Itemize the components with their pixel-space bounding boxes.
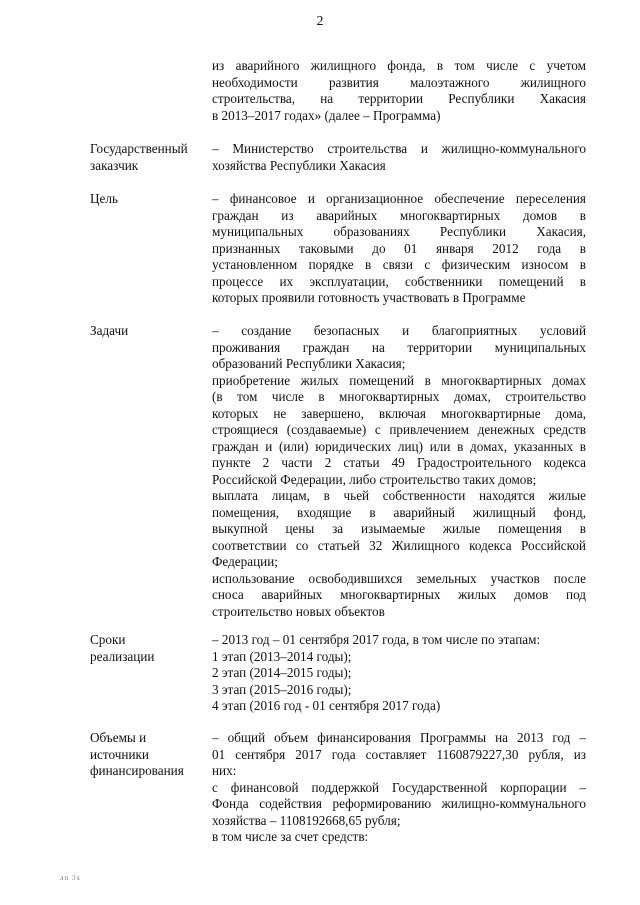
terms-value <box>212 632 586 715</box>
text-line: с финансовой поддержкой Государственной корпорации – <box>212 779 586 795</box>
text-line: выкупной цены за изымаемые жилые помещения в <box>212 521 586 536</box>
tasks-label <box>90 323 205 340</box>
text-line: 1 этап (2013–2014 годы); <box>212 648 352 664</box>
goal-label <box>90 191 205 208</box>
text-line: пункте 2 части 2 статьи 49 Градостроительного кодекса <box>212 455 586 470</box>
text-line: проживания граждан на территории муниципальных <box>212 339 586 355</box>
text-line: 4 этап (2016 год - 01 сентября 2017 года) <box>212 698 441 713</box>
text-line: установленном порядке в связи с физическим износом в <box>212 257 586 272</box>
label-line: Задачи <box>90 323 129 338</box>
text-line: – Министерство строительства и жилищно-коммунального <box>212 141 586 156</box>
text-line: граждан из аварийных многоквартирных домов в <box>212 207 586 223</box>
funding-label <box>90 730 205 780</box>
label-line: Сроки <box>90 632 126 647</box>
text-line: которых проявили готовность участвовать в Программе <box>212 290 526 305</box>
text-line: признанных таковыми до 01 января 2012 года в <box>212 240 586 256</box>
label-line: заказчик <box>90 157 139 173</box>
text-line: граждан и (или) юридических лиц) или в домах, указанных в <box>212 438 586 454</box>
text-line: Российской Федерации, либо строительство таких домов; <box>212 471 537 487</box>
text-line: сноса аварийных многоквартирных жилых домов под <box>212 587 586 602</box>
text-line: Федерации; <box>212 554 278 569</box>
label-line: источники <box>90 746 149 762</box>
text-line: соответствии со статьей 32 Жилищного кодекса Российской <box>212 537 586 553</box>
text-line: них: <box>212 763 237 778</box>
text-line: 2 этап (2014–2015 годы); <box>212 665 352 680</box>
tasks-value <box>212 323 586 620</box>
text-line: хозяйства Республики Хакасия <box>212 157 386 173</box>
text-line: использование освободившихся земельных участков после <box>212 570 586 586</box>
text-line: в 2013–2017 годах» (далее – Программа) <box>212 107 441 123</box>
text-line: в том числе за счет средств: <box>212 829 369 844</box>
text-line: строящиеся (создаваемые) с привлечением денежных средств <box>212 422 586 437</box>
label-line: финансирования <box>90 763 184 778</box>
text-line: – финансовое и организационное обеспечение переселения <box>212 191 586 206</box>
text-line: 01 сентября 2017 года составляет 1160879227,30 рубля, из <box>212 746 586 762</box>
page-number: 2 <box>316 14 324 29</box>
text-line: выплата лицам, в чьей собственности находятся жилые <box>212 488 586 503</box>
text-line: помещения, входящие в аварийный жилищный фонд, <box>212 504 586 520</box>
text-line: Фонда содействия реформированию жилищно-коммунального <box>212 796 586 811</box>
label-line: Цель <box>90 191 118 206</box>
funding-value <box>212 730 586 846</box>
text-line: необходимости развития малоэтажного жилищного <box>212 74 586 90</box>
footer-mark: лп 3х <box>60 874 81 882</box>
text-line: – 2013 год – 01 сентября 2017 года, в том числе по этапам: <box>212 632 541 647</box>
text-line: муниципальных образованиях Республики Хакасия, <box>212 224 586 239</box>
text-line: которых не завершено, включая многоквартирные дома, <box>212 405 586 421</box>
text-line: – создание безопасных и благоприятных условий <box>212 323 586 338</box>
text-line: процессе их эксплуатации, собственники помещений в <box>212 273 586 289</box>
label-line: реализации <box>90 648 155 664</box>
customer-label <box>90 141 205 174</box>
customer-value <box>212 141 586 174</box>
text-line: хозяйства – 1108192668,65 рубля; <box>212 812 401 828</box>
label-line: Государственный <box>90 141 188 156</box>
terms-label <box>90 632 205 665</box>
text-line: (в том числе в многоквартирных домах, строительство <box>212 389 586 404</box>
text-line: строительства, на территории Республики Хакасия <box>212 91 586 106</box>
text-line: 3 этап (2015–2016 годы); <box>212 681 352 697</box>
text-line: приобретение жилых помещений в многоквартирных домах <box>212 372 586 388</box>
text-line: строительство новых объектов <box>212 603 385 619</box>
label-line: Объемы и <box>90 730 147 745</box>
text-line: – общий объем финансирования Программы на 2013 год – <box>212 730 586 745</box>
title-continuation <box>212 58 586 124</box>
text-line: образований Республики Хакасия; <box>212 356 406 371</box>
text-line: из аварийного жилищного фонда, в том числе с учетом <box>212 58 586 73</box>
goal-value <box>212 191 586 307</box>
